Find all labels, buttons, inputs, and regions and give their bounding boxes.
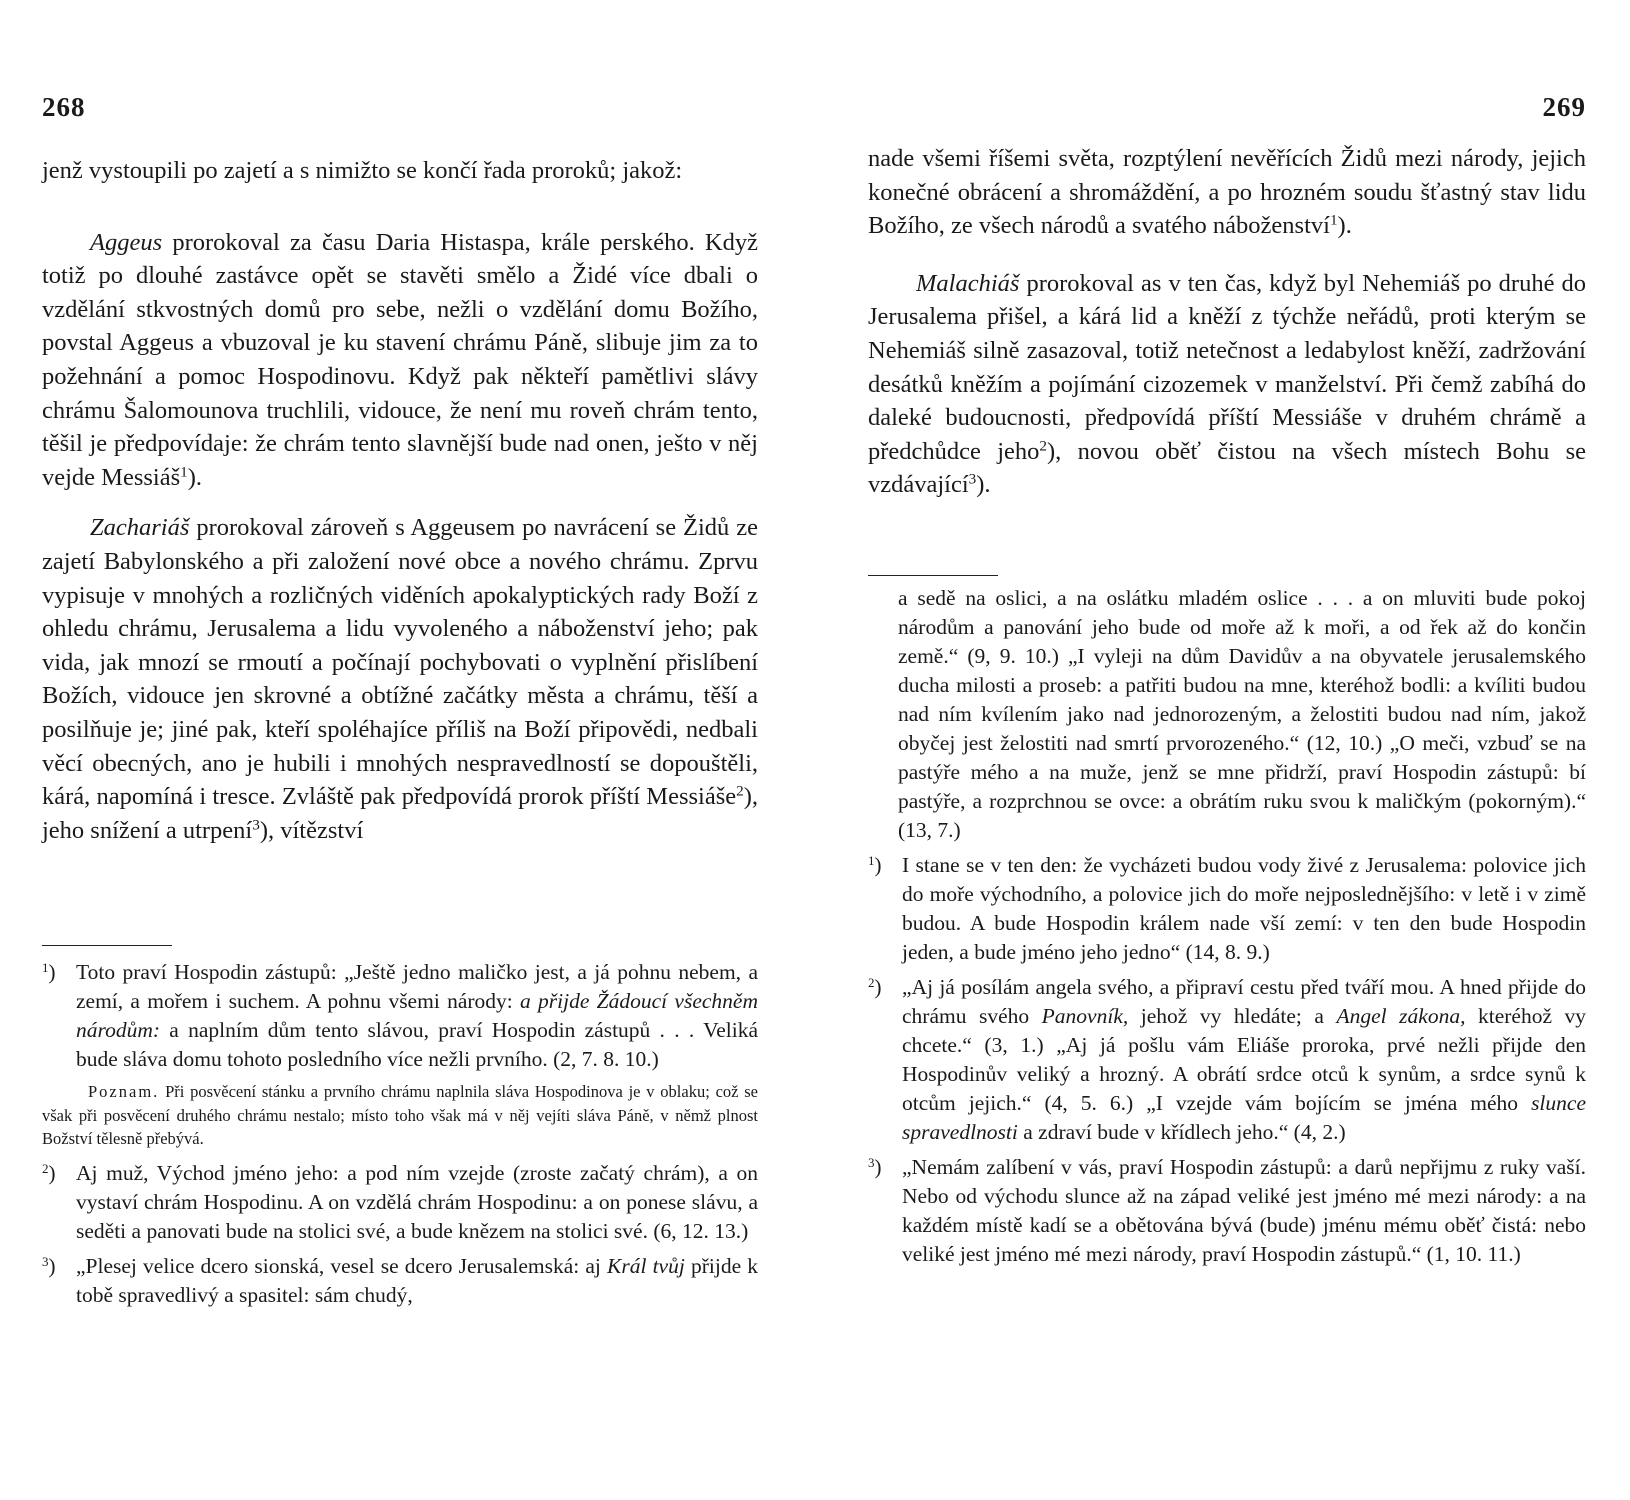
footnote-3: $^3$) „Plesej velice dcero sionská, vesel se dcero Jerusalemská: aj Král tvůj přijde k tobě spravedlivý a spasitel: sám chudý,: [42, 1253, 758, 1307]
footnote-remark: Poznam. Při posvěcení stánku a prvního chrámu naplnila sláva Hospodinova je v oblaku; což se však při posvěcení druhého chrámu nestalo; místo toho však má v něj vejíti sláva Páně, v němž plnost Božství tělesně přebývá.: [42, 1082, 758, 1148]
footnote-2: $^2$) „Aj já posílám angela svého, a připraví cestu před tváří mou. A hned přijde do chrámu svého Panovník, jehož vy hledáte; a Angel zákona, kteréhož vy chcete.“ (3, 1.) „Aj já pošlu vám Eliáše proroka, prvé nežli přijde den Hospodinův veliký a hrozný. A obrátí srdce otců k synům, a srdce synů k otcům jejich.“ (4, 5. 6.) „I vzejde vám bojícím se jména mého slunce spravedlnosti a zdraví bude v křídlech jeho.“ (4, 2.): [868, 974, 1586, 1144]
page-number-left: 268: [42, 92, 86, 122]
right-footnotes: [868, 584, 1586, 1269]
footnote-ref: 3: [252, 816, 260, 834]
left-footnotes: [42, 958, 758, 1310]
footnote-ref: 2: [736, 782, 744, 800]
footnote-ref: 2: [1039, 437, 1047, 455]
right-page: [868, 0, 1586, 1500]
paragraph: jenž vystoupili po zajetí a s nimižto se končí řada proroků; jakož:: [42, 157, 683, 184]
footnote-rule: [868, 575, 998, 576]
right-main-text: [868, 142, 1586, 502]
footnote-1: $^1$) Toto praví Hospodin zástupů: „Ještě jedno maličko jest, a já pohnu nebem, a zemí, a mořem i suchem. A pohnu všemi národy: a přijde Žádoucí všechněm národům: a naplním dům tento slávou, praví Hospodin zástupů . . . Veliká bude sláva domu tohoto posledního více nežli prvního. (2, 7. 8. 10.): [42, 959, 758, 1071]
paragraph-zachariah: Zachariáš prorokoval zároveň s Aggeusem po navrácení se Židů ze zajetí Babylonského a při založení nové obce a nového chrámu. Zprvu vypisuje v mnohých a rozličných viděních apokalyptických rady Boží z ohledu chrámu, Jerusalema a lidu vyvoleného a náboženství jeho; pak vida, jak mnozí se rmoutí a počínají pochybovati o vyplnění přislíbení Božích, vidouce jen skrovné a obtížné začátky města a chrámu, těší a posilňuje je; jiné pak, kteří spoléhajíce příliš na Boží připovědi, nedbali věcí obecných, ano je hubili i mnohých nespravedlností se dopouštěli, kárá, napomíná i tresce. Zvláště pak předpovídá prorok příští Messiáše$^2$), jeho snížení a utrpení$^3$), vítězství: [42, 514, 758, 844]
paragraph-malachi: Malachiáš prorokoval as v ten čas, když byl Nehemiáš po druhé do Jerusalema přišel, a kárá lid a kněží z týchže neřádů, proti kterým se Nehemiáš silně zasazoval, totiž netečnost a ledabylost kněží, zadržování desátků kněžím a pojímání cizozemek v manželství. Při čemž zabíhá do daleké budoucnosti, předpovídá příští Messiáše v druhém chrámě a předchůdce jeho$^2$), novou oběť čistou na všech místech Bohu se vzdávající$^3$).: [868, 269, 1586, 499]
footnote-continuation: a sedě na oslici, a na oslátku mladém oslice . . . a on mluviti bude pokoj národům a panování jeho bude od moře až k moři, a od řek až do končin země.“ (9, 9. 10.) „I vyleji na dům Davidův a na obyvatele jerusalemského ducha milosti a proseb: a patřiti budou na mne, kteréhož bodli: a kvíliti budou nad ním kvílením jako nad jednorozeným, a želostiti budou nad ním, jakož obyčej jest želostiti nad smrtí prvorozeného.“ (12, 10.) „O meči, vzbuď se na pastýře mého a na muže, jenž se mne přidrží, praví Hospodin zástupů: bí pastýře, a rozprchnou se ovce: a obrátím ruku svou k maličkým (pokorným).“ (13, 7.): [898, 586, 1586, 842]
footnote-ref: 3: [968, 471, 977, 488]
footnote-2: $^2$) Aj muž, Východ jméno jeho: a pod ním vzejde (zroste začatý chrám), a on vystaví chrám Hospodinu. A on vzdělá chrám Hospodinu: a on ponese slávu, a seděti a panovati bude na stolici své, a bude knězem na stolici své. (6, 12. 13.): [42, 1160, 758, 1243]
footnote-rule: [42, 945, 172, 946]
prophet-name: Zachariáš: [90, 514, 190, 542]
prophet-name: Malachiáš: [916, 269, 1020, 297]
footnote-3: $^3$) „Nemám zalíbení v vás, praví Hospodin zástupů: a darů nepřijmu z ruky vaší. Nebo od východu slunce až na západ veliké jest jméno mé mezi národy: a na každém místě kadí se a obětována bývá (bude) jménu mému oběť čistá: nebo veliké jest jméno mé mezi národy, praví Hospodin zástupů.“ (1, 10. 11.): [868, 1154, 1586, 1266]
page-number-right: 269: [1542, 92, 1586, 122]
prophet-name: Aggeus: [90, 228, 163, 256]
footnote-ref: 1: [1329, 211, 1338, 229]
paragraph: nade všemi říšemi světa, rozptýlení nevěřících Židů mezi národy, jejich konečné obrácení a shromáždění, a po hrozném soudu šťastný stav lidu Božího, ze všech národů a svatého náboženství$^1$).: [868, 145, 1586, 240]
footnote-ref: 1: [180, 463, 188, 481]
left-page: [42, 0, 758, 1500]
left-main-text: [42, 154, 758, 847]
paragraph-aggeus: Aggeus prorokoval za času Daria Histaspa, krále perského. Když totiž po dlouhé zastávce opět se stavěti smělo a Židé více dbali o vzdělání stkvostných domů pro sebe, nežli o vzdělání domu Božího, povstal Aggeus a vbuzoval je ku stavení chrámu Páně, slibuje jim za to požehnání a pomoc Hospodinovu. Když pak někteří pamětlivi slávy chrámu Šalomounova truchlili, vidouce, že není mu roveň chrám tento, těšil je předpovídaje: že chrám tento slavnější bude nad onen, ješto v něj vejde Messiáš$^1$).: [42, 228, 758, 491]
footnote-1: $^1$) I stane se v ten den: že vycházeti budou vody živé z Jerusalema: polovice jich do moře východního, a polovice jich do moře nejposlednějšího: v letě i v zimě budou. A bude Hospodin králem nade vší zemí: v ten den bude Hospodin jeden, a bude jméno jeho jedno“ (14, 8. 9.): [868, 852, 1586, 964]
